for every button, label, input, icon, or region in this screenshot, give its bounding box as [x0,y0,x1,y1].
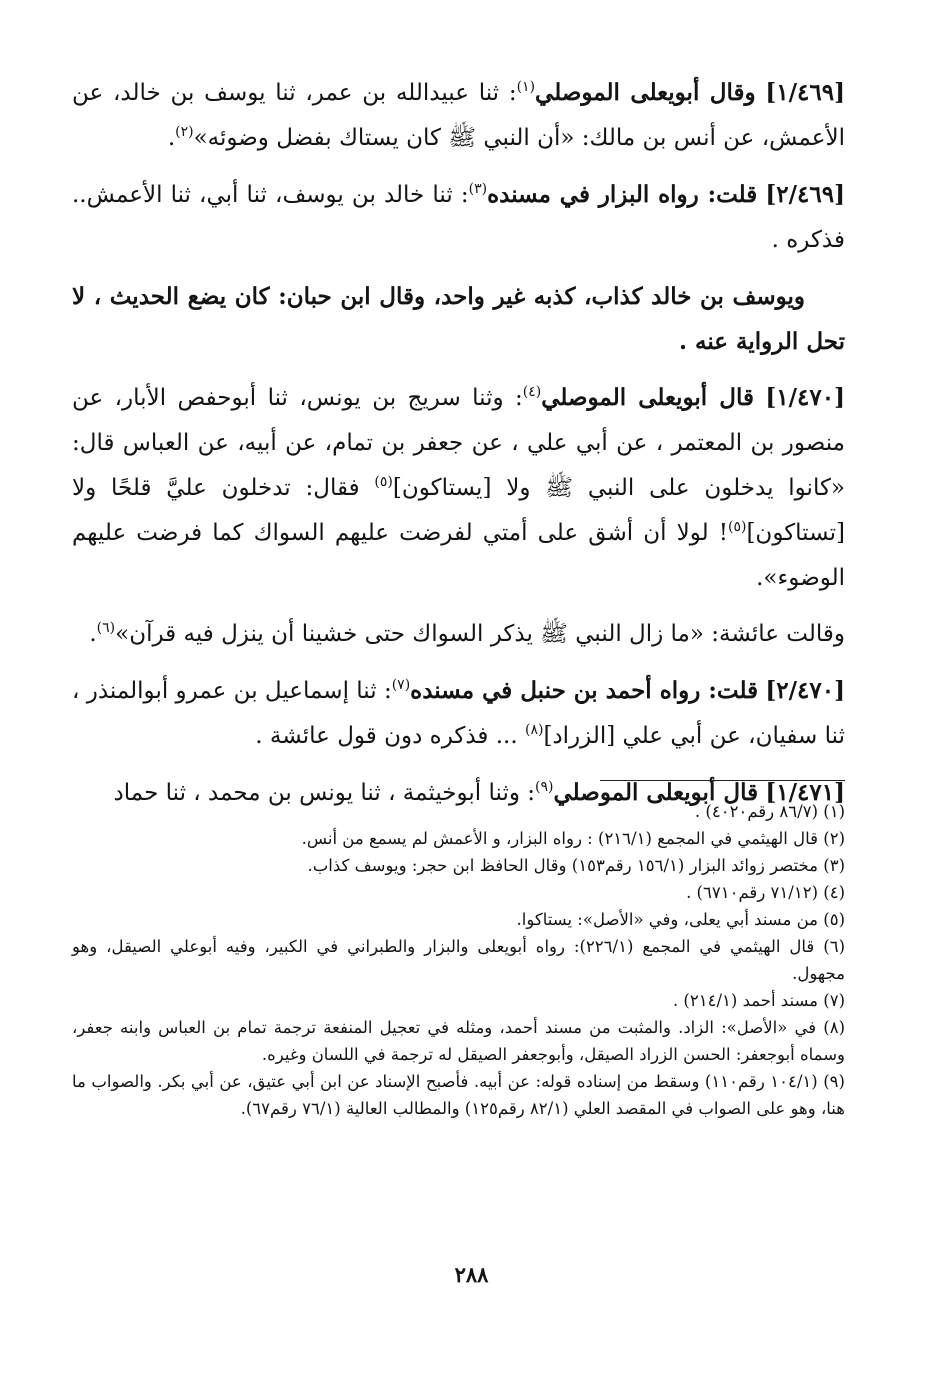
footnote-5: (٥) من مسند أبي يعلى، وفي «الأصل»: يستاكوا. [516,910,845,929]
hadith-lead: قلت: رواه البزار في مسنده [487,181,758,208]
main-text [72,70,845,816]
footnote-marker: (٢) [175,124,194,140]
hadith-body-2: فقال: تدخلون عليَّ قلحًا ولا [تستاكون] [72,475,845,546]
hadith-ref: [١/٤٦٩] [765,79,845,106]
footnote-marker: (٧) [391,677,411,693]
hadith-body-2: ... فذكره دون قول عائشة . [255,723,525,749]
footnote-marker: (١) [516,79,536,95]
footnotes [72,798,845,1122]
paragraph-469-1 [72,70,845,161]
footnote-marker: (٤) [522,384,542,400]
hadith-lead: وقال أبويعلى الموصلي [535,79,756,106]
footnote-1: (١) (٨٦/٧ رقم٤٠٢٠) . [694,802,845,821]
page-number: ٢٨٨ [454,1262,489,1287]
footnote-marker: (٨) [524,722,544,738]
hadith-body: : وثنا سريج بن يونس، ثنا أبوحفص الأبار، عن منصور بن المعتمر ، عن أبي علي ، عن جعفر بن تمام، عن أبيه، عن العباس قال: «كانوا يدخلون على النبي ﷺ ولا [يستاكون] [72,385,845,501]
footnote-marker: (٥) [727,519,747,535]
footnote-8: (٨) في «الأصل»: الزاد. والمثبت من مسند أحمد، ومثله في تعجيل المنفعة ترجمة تمام بن العباس وابنه جعفر، وسماه أبوجعفر: الحسن الزراد الصيقل، وأبوجعفر الصيقل له ترجمة في اللسان وغيره. [72,1018,845,1064]
footnote-marker: (٥) [374,474,393,490]
hadith-body-3: ! لولا أن أشق على أمتي لفرضت عليهم السواك كما فرضت عليهم الوضوء». [72,520,845,591]
hadith-body: وقالت عائشة: «ما زال النبي ﷺ يذكر السواك حتى خشينا أن ينزل فيه قرآن» [115,621,845,647]
hadith-body: : وثنا أبوخيثمة ، ثنا يونس بن محمد ، ثنا حماد [113,780,536,806]
footnote-6: (٦) قال الهيثمي في المجمع (٢٢٦/١): رواه أبويعلى والبزار والطبراني في الكبير، وفيه أبوعلي الصيقل، وهو مجهول. [72,937,846,983]
hadith-lead: قلت: رواه أحمد بن حنبل في مسنده [410,677,759,704]
comment-text: ويوسف بن خالد كذاب، كذبه غير واحد، وقال ابن حبان: كان يضع الحديث ، لا تحل الرواية عنه . [72,283,845,355]
paragraph-469-2 [72,172,845,263]
paragraph-aisha [72,612,845,657]
footnote-4: (٤) (٧١/١٢ رقم٦٧١٠) . [686,883,845,902]
hadith-body: : ثنا إسماعيل بن عمرو أبوالمنذر ، ثنا سفيان، عن أبي علي [الزراد] [72,678,845,749]
hadith-ref: [٢/٤٦٩] [765,181,845,208]
hadith-tail: . [167,125,176,151]
footnote-2: (٢) قال الهيثمي في المجمع (٢١٦/١) : رواه البزار، و الأعمش لم يسمع من أنس. [301,829,845,848]
paragraph-470-2 [72,668,845,759]
footnote-7: (٧) مسند أحمد (٢١٤/١) . [672,991,845,1010]
paragraph-470-1 [72,375,845,601]
footnote-marker: (٩) [535,779,554,795]
footnote-9: (٩) (١٠٤/١ رقم١١٠) وسقط من إسناده قوله: عن أبيه. فأصبح الإسناد عن ابن أبي عتيق، عن أبي بكر. والصواب ما هنا، وهو على الصواب في المقصد العلي (٨٢/١ رقم١٢٥) والمطالب العالية (٧٦/١ رقم٦٧). [72,1072,845,1118]
hadith-ref: [١/٤٧١] [765,779,845,806]
hadith-lead: قال أبويعلى الموصلي [553,779,759,806]
hadith-lead: قال أبويعلى الموصلي [541,384,754,411]
hadith-body: : ثنا خالد بن يوسف، ثنا أبي، ثنا الأعمش.. فذكره . [72,182,845,253]
hadith-ref: [٢/٤٧٠] [765,677,846,704]
hadith-body: : ثنا عبيدالله بن عمر، ثنا يوسف بن خالد، عن الأعمش، عن أنس بن مالك: «أن النبي ﷺ كان يستاك بفضل وضوئه» [72,80,845,151]
footnote-marker: (٦) [96,620,116,636]
hadith-tail: . [89,621,97,647]
page-body [72,70,845,827]
footnote-marker: (٣) [468,181,488,197]
footnote-divider [600,780,845,781]
footnote-3: (٣) مختصر زوائد البزار (١٥٦/١ رقم١٥٣) وقال الحافظ ابن حجر: ويوسف كذاب. [307,856,845,875]
author-comment [72,274,845,364]
hadith-ref: [١/٤٧٠] [765,384,845,411]
